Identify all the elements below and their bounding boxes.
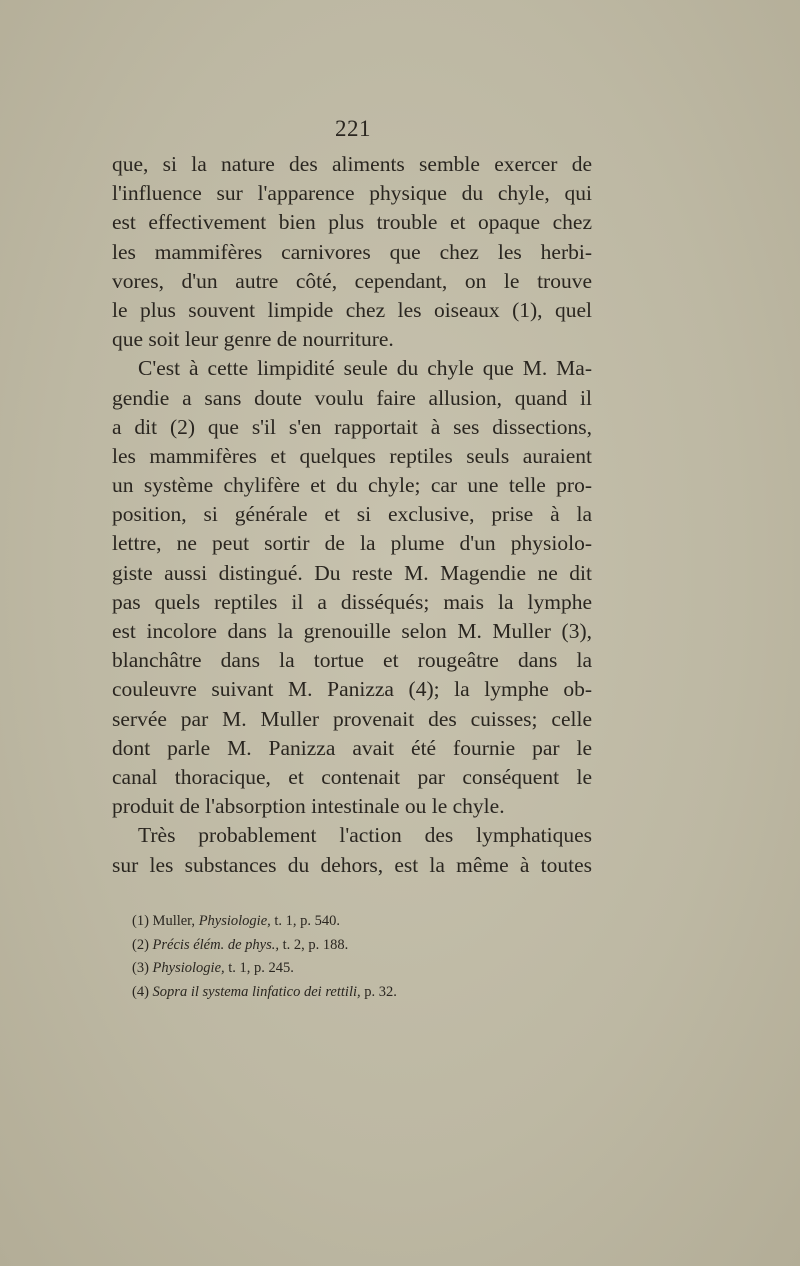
footnote-2 <box>132 934 552 958</box>
footnote-ref: t. 1, p. 245. <box>228 960 294 976</box>
text-line: lettre, ne peut sortir de la plume d'un physiolo- <box>112 531 592 556</box>
text-line: blanchâtre dans la tortue et rougeâtre dans la <box>112 648 592 673</box>
text-line: dont parle M. Panizza avait été fournie par le <box>112 735 592 760</box>
text-line: l'influence sur l'apparence physique du chyle, qui <box>112 181 592 206</box>
text-line: C'est à cette limpidité seule du chyle que M. Ma- <box>138 356 592 381</box>
footnote-title: Sopra il systema linfatico dei rettili, <box>152 983 361 1000</box>
text-line: produit de l'absorption intestinale ou le chyle. <box>112 794 505 819</box>
text-line: pas quels reptiles il a disséqués; mais la lymphe <box>112 589 592 614</box>
text-line: a dit (2) que s'il s'en rapportait à ses dissections, <box>112 414 592 439</box>
text-line: les mammifères carnivores que chez les herbi- <box>112 239 592 264</box>
text-line: servée par M. Muller provenait des cuisses; celle <box>112 706 592 731</box>
footnote-4 <box>132 981 552 1005</box>
text-line: giste aussi distingué. Du reste M. Magendie ne dit <box>112 560 592 585</box>
footnote-ref: t. 2, p. 188. <box>282 936 349 953</box>
body-text <box>112 150 592 880</box>
text-line: le plus souvent limpide chez les oiseaux (1), quel <box>112 297 592 322</box>
text-line: un système chylifère et du chyle; car une telle pro- <box>112 473 592 498</box>
text-line: canal thoracique, et contenait par conséquent le <box>112 764 592 789</box>
text-line: gendie a sans doute voulu faire allusion, quand il <box>112 385 592 410</box>
page-number: 221 <box>335 116 371 141</box>
footnotes <box>132 910 552 1004</box>
text-line: les mammifères et quelques reptiles seuls auraient <box>112 443 592 468</box>
footnote-title: Physiologie, <box>198 913 271 929</box>
text-line: que soit leur genre de nourriture. <box>112 327 394 352</box>
footnote-ref: p. 32. <box>364 983 397 1000</box>
text-line: sur les substances du dehors, est la même à toutes <box>112 852 592 877</box>
text-line: couleuvre suivant M. Panizza (4); la lymphe ob- <box>112 677 592 702</box>
footnote-mark: (3) <box>132 960 149 976</box>
text-line: position, si générale et si exclusive, prise à la <box>112 502 592 527</box>
footnote-mark: (4) <box>132 983 149 1000</box>
text-line: Très probablement l'action des lymphatiques <box>138 823 592 848</box>
footnote-title: Précis élém. de phys., <box>152 936 279 953</box>
footnote-ref: t. 1, p. 540. <box>274 913 341 929</box>
footnote-1 <box>132 910 552 934</box>
footnote-3 <box>132 957 552 981</box>
footnote-author: Muller, <box>152 913 196 929</box>
text-line: est effectivement bien plus trouble et opaque chez <box>112 210 592 235</box>
footnote-mark: (2) <box>132 936 149 953</box>
footnote-title: Physiologie, <box>152 960 225 976</box>
text-line: que, si la nature des aliments semble exercer de <box>112 152 592 176</box>
text-line: est incolore dans la grenouille selon M. Muller (3), <box>112 619 592 643</box>
footnote-mark: (1) <box>132 913 149 929</box>
text-line: vores, d'un autre côté, cependant, on le trouve <box>112 268 592 293</box>
